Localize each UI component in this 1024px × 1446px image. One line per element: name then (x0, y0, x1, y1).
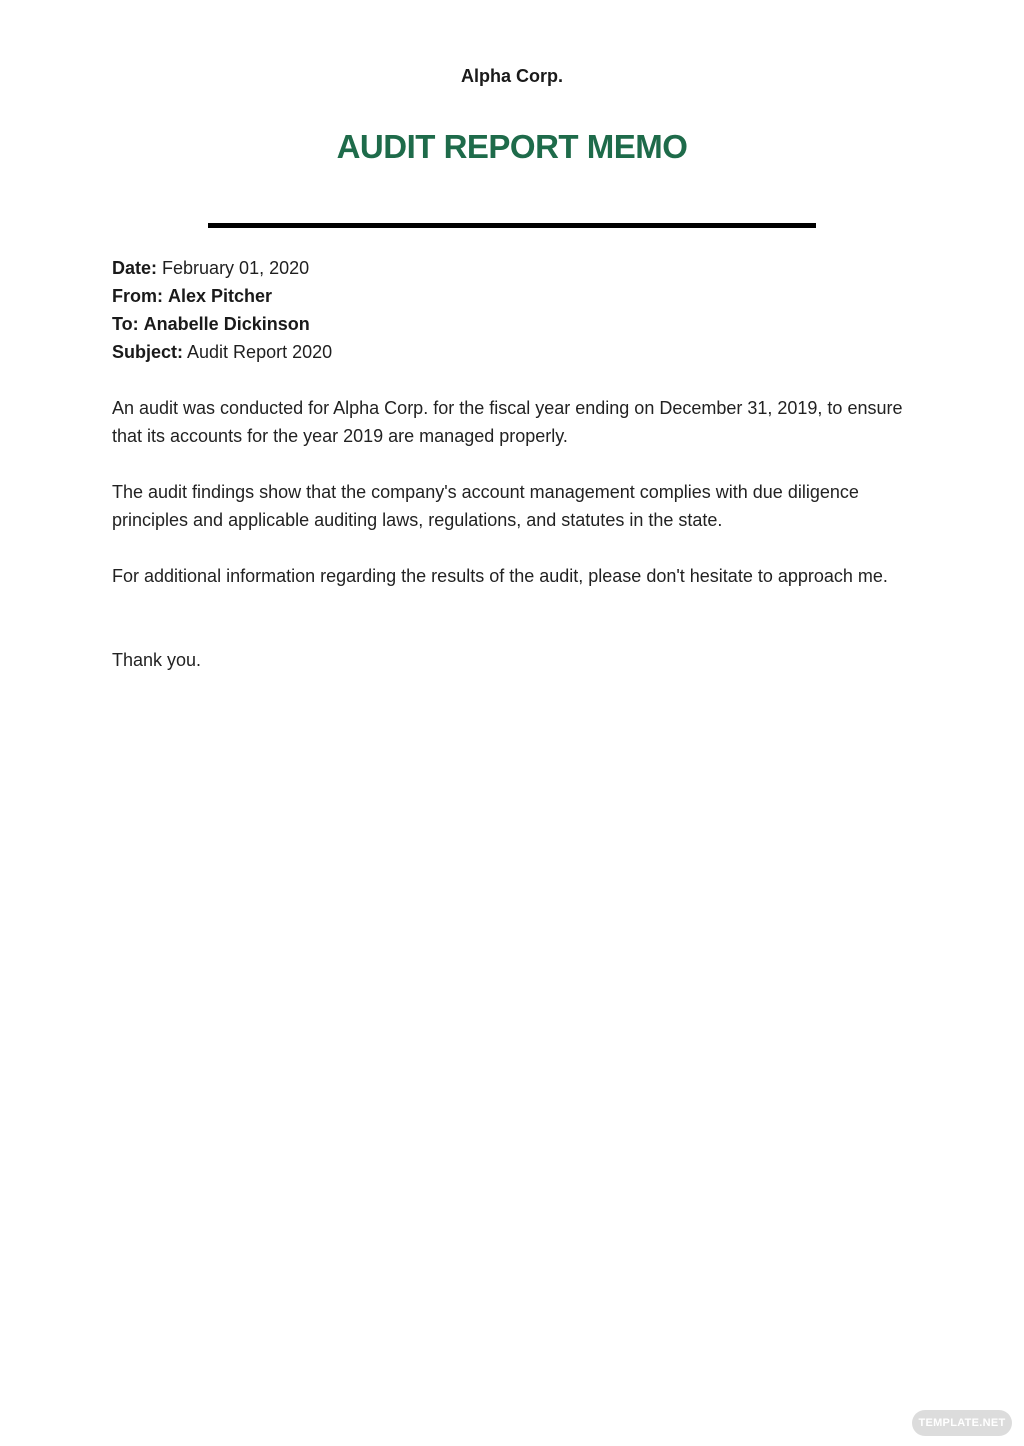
memo-header-fields (112, 254, 912, 366)
company-name: Alpha Corp. (461, 66, 563, 86)
to-value: Anabelle Dickinson (143, 314, 310, 334)
date-line (112, 254, 912, 282)
subject-value: Audit Report 2020 (187, 342, 333, 362)
closing-line: Thank you. (112, 650, 202, 670)
memo-title: AUDIT REPORT MEMO (336, 128, 688, 165)
body-paragraph-3: For additional information regarding the results of the audit, please don't hesitate to approach me. (112, 566, 888, 586)
body-paragraph-2: The audit findings show that the company's account management complies with due diligence principles and applicable auditing laws, regulations, and statutes in the state. (112, 482, 859, 530)
to-line (112, 310, 912, 338)
date-label: Date: (112, 258, 158, 278)
from-line (112, 282, 912, 310)
body-paragraph-1: An audit was conducted for Alpha Corp. for the fiscal year ending on December 31, 2019, to ensure that its accounts for the year 2019 are managed properly. (112, 398, 903, 446)
to-label: To: (112, 314, 139, 334)
from-value: Alex Pitcher (168, 286, 273, 306)
from-label: From: (112, 286, 163, 306)
subject-label: Subject: (112, 342, 184, 362)
date-value: February 01, 2020 (162, 258, 310, 278)
title-divider (208, 223, 816, 228)
subject-line (112, 338, 912, 366)
template-net-watermark[interactable]: TEMPLATE.NET (912, 1410, 1012, 1436)
